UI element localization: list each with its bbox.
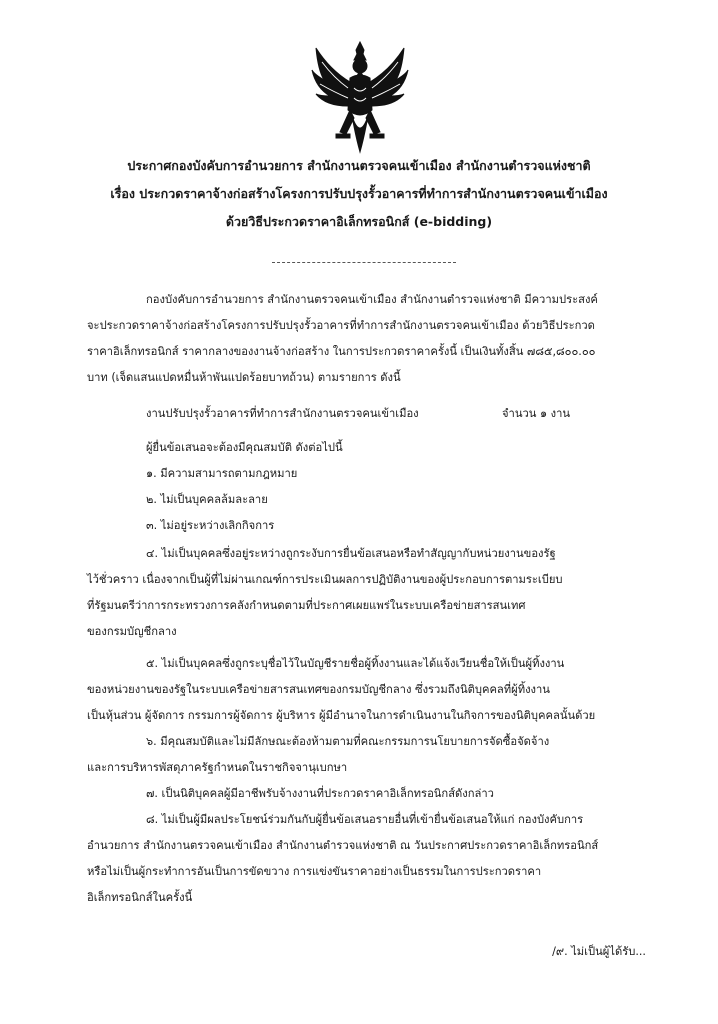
garuda-emblem-icon bbox=[310, 40, 410, 158]
divider bbox=[272, 262, 456, 263]
announcement-title: ประกาศกองบังคับการอำนวยการ สำนักงานตรวจคนเข้าเมือง สำนักงานตำรวจแห่งชาติ bbox=[127, 158, 591, 173]
qualification-item-cont: ของกรมบัญชีกลาง bbox=[87, 625, 177, 638]
qualification-item-cont: และการบริหารพัสดุภาครัฐกำหนดในราชกิจจานุเบกษา bbox=[87, 761, 348, 774]
announcement-subject: เรื่อง ประกวดราคาจ้างก่อสร้างโครงการปรับปรุงรั้วอาคารที่ทำการสำนักงานตรวจคนเข้าเมือง bbox=[110, 186, 608, 201]
qualification-item: ๔. ไม่เป็นบุคคลซึ่งอยู่ระหว่างถูกระงับการยื่นข้อเสนอหรือทำสัญญากับหน่วยงานของรัฐ bbox=[146, 547, 556, 560]
qualification-item: ๒. ไม่เป็นบุคคลล้มละลาย bbox=[146, 493, 268, 506]
qualification-item: ๓. ไม่อยู่ระหว่างเลิกกิจการ bbox=[146, 519, 275, 532]
qualification-item-cont: ที่รัฐมนตรีว่าการกระทรวงการคลังกำหนดตามที่ประกาศเผยแพร่ในระบบเครือข่ายสารสนเทศ bbox=[87, 599, 526, 612]
qualifications-heading: ผู้ยื่นข้อเสนอจะต้องมีคุณสมบัติ ดังต่อไปนี้ bbox=[146, 441, 343, 454]
qualification-item-cont: ของหน่วยงานของรัฐในระบบเครือข่ายสารสนเทศของกรมบัญชีกลาง ซึ่งรวมถึงนิติบุคคลที่ผู้ทิ้งงาน bbox=[87, 683, 550, 696]
qualification-item: ๖. มีคุณสมบัติและไม่มีลักษณะต้องห้ามตามที่คณะกรรมการนโยบายการจัดซื้อจัดจ้าง bbox=[146, 735, 550, 748]
intro-line: ราคาอิเล็กทรอนิกส์ ราคากลางของงานจ้างก่อสร้าง ในการประกวดราคาครั้งนี้ เป็นเงินทั้งสิ้น ๗๘๕,๘๐๐.๐๐ bbox=[87, 345, 596, 358]
qualification-item-cont: เป็นหุ้นส่วน ผู้จัดการ กรรมการผู้จัดการ ผู้บริหาร ผู้มีอำนาจในการดำเนินงานในกิจการของนิติบุคคลนั้นด้วย bbox=[87, 709, 596, 722]
qualification-item-cont: ไว้ชั่วคราว เนื่องจากเป็นผู้ที่ไม่ผ่านเกณฑ์การประเมินผลการปฏิบัติงานของผู้ประกอบการตามระเบียบ bbox=[87, 573, 563, 586]
work-item-name: งานปรับปรุงรั้วอาคารที่ทำการสำนักงานตรวจคนเข้าเมือง bbox=[146, 407, 419, 420]
intro-line: จะประกวดราคาจ้างก่อสร้างโครงการปรับปรุงรั้วอาคารที่ทำการสำนักงานตรวจคนเข้าเมือง ด้วยวิธีประกวด bbox=[87, 319, 595, 332]
work-item-quantity: จำนวน ๑ งาน bbox=[502, 407, 571, 420]
intro-line: บาท (เจ็ดแสนแปดหมื่นห้าพันแปดร้อยบาทถ้วน) ตามรายการ ดังนี้ bbox=[87, 371, 401, 384]
qualification-item-cont: อำนวยการ สำนักงานตรวจคนเข้าเมือง สำนักงานตำรวจแห่งชาติ ณ วันประกาศประกวดราคาอิเล็กทรอนิกส์ bbox=[87, 839, 599, 852]
qualification-item: ๑. มีความสามารถตามกฎหมาย bbox=[146, 467, 298, 480]
intro-line: กองบังคับการอำนวยการ สำนักงานตรวจคนเข้าเมือง สำนักงานตำรวจแห่งชาติ มีความประสงค์ bbox=[146, 293, 598, 306]
qualification-item: ๗. เป็นนิติบุคคลผู้มีอาชีพรับจ้างงานที่ประกวดราคาอิเล็กทรอนิกส์ดังกล่าว bbox=[146, 787, 494, 800]
qualification-item-cont: อิเล็กทรอนิกส์ในครั้งนี้ bbox=[87, 891, 193, 904]
qualification-item-cont: หรือไม่เป็นผู้กระทำการอันเป็นการขัดขวาง การแข่งขันราคาอย่างเป็นธรรมในการประกวดราคา bbox=[87, 865, 542, 878]
announcement-method: ด้วยวิธีประกวดราคาอิเล็กทรอนิกส์ (e-bidding) bbox=[225, 214, 493, 229]
qualification-item: ๕. ไม่เป็นบุคคลซึ่งถูกระบุชื่อไว้ในบัญชีรายชื่อผู้ทิ้งงานและได้แจ้งเวียนชื่อให้เป็นผู้ทิ้งงาน bbox=[146, 657, 565, 670]
qualification-item: ๘. ไม่เป็นผู้มีผลประโยชน์ร่วมกันกับผู้ยื่นข้อเสนอรายอื่นที่เข้ายื่นข้อเสนอให้แก่ กองบังคับการ bbox=[146, 813, 584, 826]
continued-note: /๙. ไม่เป็นผู้ได้รับ... bbox=[552, 945, 646, 958]
